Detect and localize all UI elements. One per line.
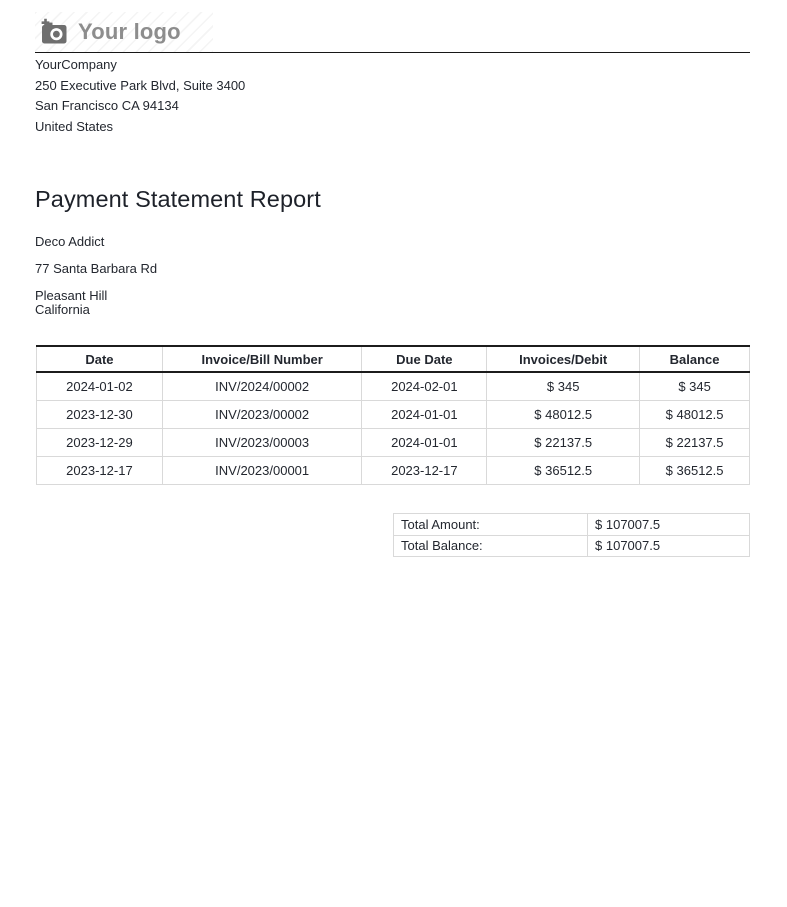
col-header-invoices-debit: Invoices/Debit <box>487 346 640 372</box>
customer-name: Deco Addict <box>35 234 105 249</box>
customer-state: California <box>35 301 90 317</box>
total-balance-value: $ 107007.5 <box>588 535 750 557</box>
cell-date: 2023-12-17 <box>37 456 163 484</box>
statement-table <box>36 345 750 485</box>
cell-balance: $ 36512.5 <box>640 456 750 484</box>
customer-city-state <box>35 289 107 316</box>
cell-date: 2023-12-29 <box>37 428 163 456</box>
col-header-due-date: Due Date <box>362 346 487 372</box>
logo-text: Your logo <box>78 19 181 44</box>
company-logo-placeholder <box>35 12 213 52</box>
col-header-invoice-number: Invoice/Bill Number <box>162 346 362 372</box>
company-address-line: 250 Executive Park Blvd, Suite 3400 <box>35 77 246 93</box>
page-title: Payment Statement Report <box>35 186 321 212</box>
col-header-date: Date <box>37 346 163 372</box>
cell-invoices-debit: $ 22137.5 <box>487 428 640 456</box>
table-row <box>37 456 750 484</box>
cell-invoice-number: INV/2024/00002 <box>162 372 362 400</box>
cell-balance: $ 345 <box>640 372 750 400</box>
cell-invoices-debit: $ 36512.5 <box>487 456 640 484</box>
total-amount-label: Total Amount: <box>394 514 588 536</box>
cell-due-date: 2024-01-01 <box>362 400 487 428</box>
cell-invoice-number: INV/2023/00001 <box>162 456 362 484</box>
totals-table <box>393 513 750 557</box>
cell-due-date: 2024-01-01 <box>362 428 487 456</box>
table-row <box>37 428 750 456</box>
cell-date: 2023-12-30 <box>37 400 163 428</box>
customer-city: Pleasant Hill <box>35 288 108 303</box>
company-address-line: San Francisco CA 94134 <box>35 98 179 113</box>
total-balance-label: Total Balance: <box>394 535 588 557</box>
cell-invoices-debit: $ 345 <box>487 372 640 400</box>
cell-due-date: 2023-12-17 <box>362 456 487 484</box>
cell-date: 2024-01-02 <box>37 372 163 400</box>
camera-plus-icon <box>39 18 69 46</box>
totals-row <box>394 514 750 536</box>
header-divider <box>35 52 750 53</box>
cell-invoice-number: INV/2023/00002 <box>162 400 362 428</box>
company-address-line: United States <box>35 118 114 134</box>
total-amount-value: $ 107007.5 <box>588 514 750 536</box>
cell-balance: $ 22137.5 <box>640 428 750 456</box>
cell-invoices-debit: $ 48012.5 <box>487 400 640 428</box>
cell-due-date: 2024-02-01 <box>362 372 487 400</box>
cell-balance: $ 48012.5 <box>640 400 750 428</box>
table-header-row <box>37 346 750 372</box>
col-header-balance: Balance <box>640 346 750 372</box>
company-address-block <box>35 55 245 137</box>
table-row <box>37 400 750 428</box>
customer-street: 77 Santa Barbara Rd <box>35 261 158 276</box>
table-row <box>37 372 750 400</box>
cell-invoice-number: INV/2023/00003 <box>162 428 362 456</box>
company-name: YourCompany <box>35 57 117 72</box>
totals-row <box>394 535 750 557</box>
